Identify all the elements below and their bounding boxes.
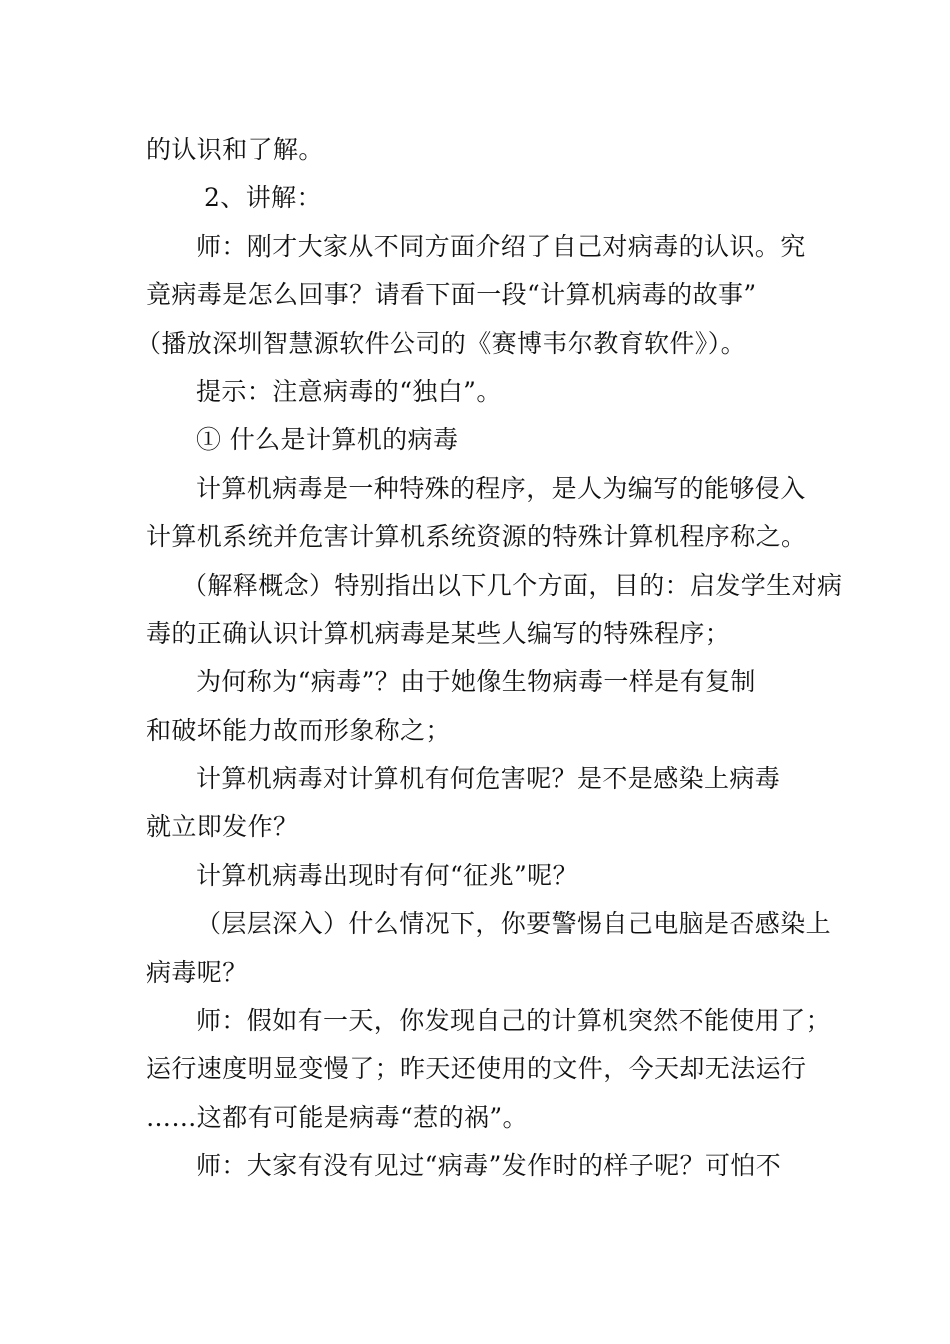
document-body bbox=[136, 126, 843, 1191]
text-line: 师：大家有没有见过“病毒”发作时的样子呢？可怕不 bbox=[196, 1151, 782, 1181]
text-line: 师：假如有一天，你发现自己的计算机突然不能使用了； bbox=[196, 1006, 832, 1036]
text-line: （解释概念）特别指出以下几个方面，目的：启发学生对病 bbox=[182, 570, 843, 600]
section-heading: 2、讲解： bbox=[204, 183, 322, 213]
text-line: 计算机病毒出现时有何“征兆”呢？ bbox=[196, 860, 578, 890]
text-line: （播放深圳智慧源软件公司的《赛博韦尔教育软件》）。 bbox=[136, 328, 747, 358]
text-line: 计算机病毒对计算机有何危害呢？是不是感染上病毒 bbox=[196, 764, 781, 794]
text-line: 的认识和了解。 bbox=[146, 135, 324, 164]
text-line: 竟病毒是怎么回事？请看下面一段“计算机病毒的故事” bbox=[146, 280, 757, 310]
text-line: 就立即发作？ bbox=[146, 812, 299, 842]
text-line: 病毒呢？ bbox=[146, 957, 248, 987]
text-line: （层层深入）什么情况下，你要警惕自己电脑是否感染上 bbox=[196, 909, 832, 939]
text-line: 毒的正确认识计算机病毒是某些人编写的特殊程序； bbox=[146, 618, 731, 648]
text-line: 计算机系统并危害计算机系统资源的特殊计算机程序称之。 bbox=[146, 522, 807, 552]
text-line: ……这都有可能是病毒“惹的祸”。 bbox=[146, 1102, 528, 1132]
text-line: 运行速度明显变慢了；昨天还使用的文件，今天却无法运行 bbox=[146, 1054, 807, 1084]
text-line: 提示：注意病毒的“独白”。 bbox=[196, 376, 502, 406]
text-line: 计算机病毒是一种特殊的程序，是人为编写的能够侵入 bbox=[196, 473, 806, 503]
text-line: 和破坏能力故而形象称之； bbox=[146, 715, 451, 745]
text-line: 师：刚才大家从不同方面介绍了自己对病毒的认识。究 bbox=[196, 231, 806, 261]
subsection-heading: ① 什么是计算机的病毒 bbox=[196, 425, 459, 455]
text-line: 为何称为“病毒”？由于她像生物病毒一样是有复制 bbox=[196, 667, 756, 697]
